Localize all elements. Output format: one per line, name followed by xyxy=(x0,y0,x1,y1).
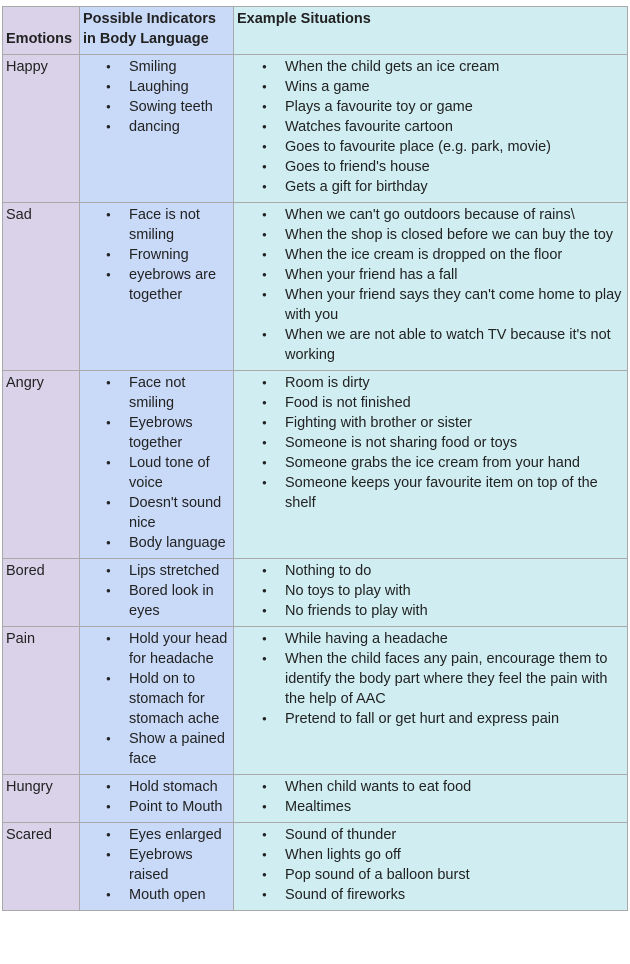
situations-list xyxy=(237,629,624,729)
table-row xyxy=(3,371,628,559)
indicator-item: ● Doesn't sound nice xyxy=(83,493,230,533)
header-row xyxy=(3,7,628,55)
situation-item: ● When the ice cream is dropped on the floor xyxy=(237,245,624,265)
situation-item: ● Nothing to do xyxy=(237,561,624,581)
table-row xyxy=(3,627,628,775)
indicators-cell xyxy=(80,775,234,823)
situation-item: ● Mealtimes xyxy=(237,797,624,817)
situation-item: ● Room is dirty xyxy=(237,373,624,393)
situation-item: ● When your friend has a fall xyxy=(237,265,624,285)
situation-item: ● Pop sound of a balloon burst xyxy=(237,865,624,885)
situations-cell xyxy=(234,823,628,911)
indicator-item: ● Laughing xyxy=(83,77,230,97)
indicator-item: ● Loud tone of voice xyxy=(83,453,230,493)
emotions-table xyxy=(2,6,628,911)
situation-item: ● Food is not finished xyxy=(237,393,624,413)
indicator-item: ● Mouth open xyxy=(83,885,230,905)
indicator-item: ● Smiling xyxy=(83,57,230,77)
header-indicators: Possible Indicators in Body Language xyxy=(80,7,234,55)
situation-item: ● While having a headache xyxy=(237,629,624,649)
situation-item: ● When the child gets an ice cream xyxy=(237,57,624,77)
indicator-item: ● Frowning xyxy=(83,245,230,265)
indicators-list xyxy=(83,373,230,553)
table-row xyxy=(3,55,628,203)
header-situations: Example Situations xyxy=(234,7,628,55)
situation-item: ● Someone keeps your favourite item on top of the shelf xyxy=(237,473,624,513)
table-row xyxy=(3,203,628,371)
situations-cell xyxy=(234,775,628,823)
situation-item: ● Someone is not sharing food or toys xyxy=(237,433,624,453)
situation-item: ● When we are not able to watch TV because it's not working xyxy=(237,325,624,365)
situations-list xyxy=(237,373,624,513)
indicator-item: ● dancing xyxy=(83,117,230,137)
situation-item: ● Plays a favourite toy or game xyxy=(237,97,624,117)
emotion-cell: Happy xyxy=(3,55,80,203)
indicators-list xyxy=(83,57,230,137)
situation-item: ● When lights go off xyxy=(237,845,624,865)
situation-item: ● Someone grabs the ice cream from your hand xyxy=(237,453,624,473)
indicator-item: ● Hold your head for headache xyxy=(83,629,230,669)
indicator-item: ● Eyes enlarged xyxy=(83,825,230,845)
indicator-item: ● Show a pained face xyxy=(83,729,230,769)
situation-item: ● Wins a game xyxy=(237,77,624,97)
emotion-cell: Scared xyxy=(3,823,80,911)
situation-item: ● When we can't go outdoors because of rains\ xyxy=(237,205,624,225)
indicators-cell xyxy=(80,55,234,203)
indicator-item: ● Face is not smiling xyxy=(83,205,230,245)
situation-item: ● Sound of thunder xyxy=(237,825,624,845)
indicator-item: ● Lips stretched xyxy=(83,561,230,581)
situations-cell xyxy=(234,627,628,775)
emotion-cell: Pain xyxy=(3,627,80,775)
situations-list xyxy=(237,205,624,365)
indicators-list xyxy=(83,777,230,817)
indicator-item: ● Point to Mouth xyxy=(83,797,230,817)
situation-item: ● Sound of fireworks xyxy=(237,885,624,905)
indicator-item: ● Bored look in eyes xyxy=(83,581,230,621)
situation-item: ● When the shop is closed before we can buy the toy xyxy=(237,225,624,245)
situations-list xyxy=(237,57,624,197)
table-row xyxy=(3,775,628,823)
indicators-list xyxy=(83,825,230,905)
situation-item: ● Gets a gift for birthday xyxy=(237,177,624,197)
emotion-cell: Hungry xyxy=(3,775,80,823)
indicators-list xyxy=(83,629,230,769)
situation-item: ● Goes to friend's house xyxy=(237,157,624,177)
indicator-item: ● Eyebrows together xyxy=(83,413,230,453)
situations-cell xyxy=(234,559,628,627)
indicator-item: ● eyebrows are together xyxy=(83,265,230,305)
indicator-item: ● Sowing teeth xyxy=(83,97,230,117)
indicator-item: ● Hold stomach xyxy=(83,777,230,797)
situations-cell xyxy=(234,203,628,371)
situation-item: ● No toys to play with xyxy=(237,581,624,601)
table-row xyxy=(3,559,628,627)
indicator-item: ● Face not smiling xyxy=(83,373,230,413)
emotion-cell: Angry xyxy=(3,371,80,559)
situation-item: ● Watches favourite cartoon xyxy=(237,117,624,137)
indicator-item: ● Eyebrows raised xyxy=(83,845,230,885)
emotion-cell: Bored xyxy=(3,559,80,627)
indicator-item: ● Hold on to stomach for stomach ache xyxy=(83,669,230,729)
situation-item: ● When your friend says they can't come home to play with you xyxy=(237,285,624,325)
emotion-cell: Sad xyxy=(3,203,80,371)
situations-cell xyxy=(234,371,628,559)
indicators-cell xyxy=(80,823,234,911)
situation-item: ● When the child faces any pain, encourage them to identify the body part where they feel the pain with the help of AAC xyxy=(237,649,624,709)
indicators-list xyxy=(83,561,230,621)
header-emotions: Emotions xyxy=(3,7,80,55)
table-body xyxy=(3,55,628,911)
situations-list xyxy=(237,825,624,905)
indicators-list xyxy=(83,205,230,305)
situation-item: ● Goes to favourite place (e.g. park, movie) xyxy=(237,137,624,157)
situation-item: ● Pretend to fall or get hurt and express pain xyxy=(237,709,624,729)
situations-list xyxy=(237,561,624,621)
situation-item: ● When child wants to eat food xyxy=(237,777,624,797)
situations-list xyxy=(237,777,624,817)
indicators-cell xyxy=(80,627,234,775)
situation-item: ● Fighting with brother or sister xyxy=(237,413,624,433)
indicators-cell xyxy=(80,559,234,627)
indicator-item: ● Body language xyxy=(83,533,230,553)
situations-cell xyxy=(234,55,628,203)
table-row xyxy=(3,823,628,911)
indicators-cell xyxy=(80,371,234,559)
indicators-cell xyxy=(80,203,234,371)
situation-item: ● No friends to play with xyxy=(237,601,624,621)
